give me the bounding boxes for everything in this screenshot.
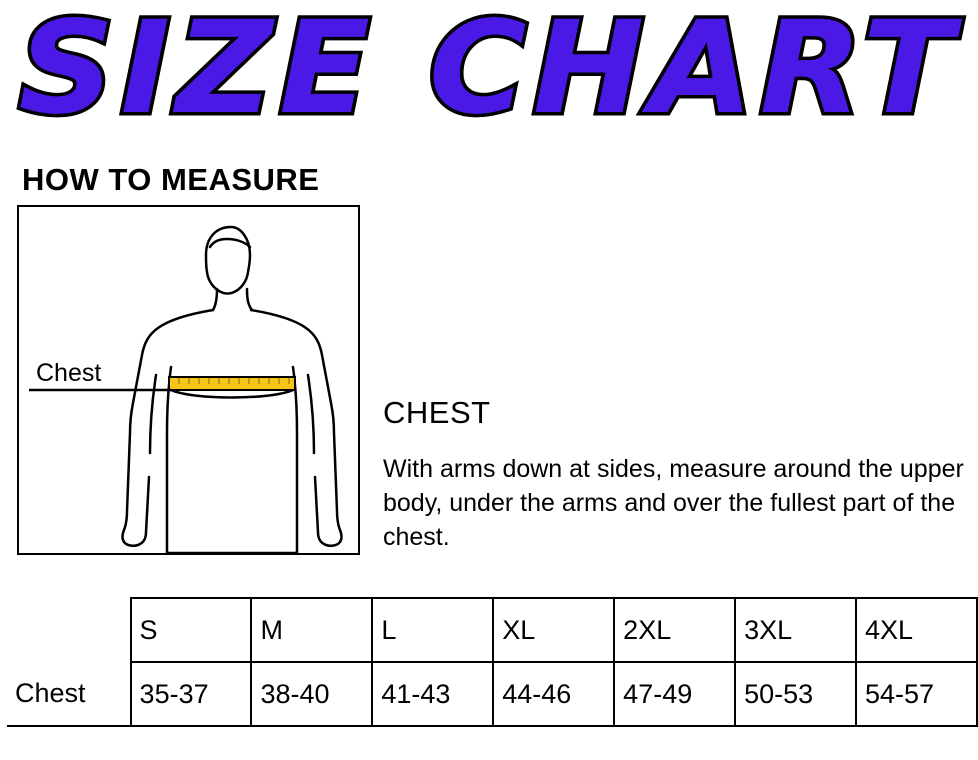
description-heading: CHEST	[383, 395, 491, 430]
table-header-xl: XL	[493, 598, 614, 662]
table-cell-chest-xl: 44-46	[493, 662, 614, 726]
table-cell-chest-3xl: 50-53	[735, 662, 856, 726]
table-header-s: S	[131, 598, 252, 662]
table-cell-chest-l: 41-43	[372, 662, 493, 726]
table-header-m: M	[251, 598, 372, 662]
table-header-l: L	[372, 598, 493, 662]
table-header-4xl: 4XL	[856, 598, 977, 662]
page-title-text: SIZE CHART	[18, 0, 960, 143]
page-title	[0, 0, 978, 150]
how-to-measure-heading: HOW TO MEASURE	[22, 162, 320, 197]
table-cell-chest-s: 35-37	[131, 662, 252, 726]
table-row-label-chest: Chest	[7, 662, 131, 726]
table-header-3xl: 3XL	[735, 598, 856, 662]
table-cell-chest-m: 38-40	[251, 662, 372, 726]
chest-measure-label: Chest	[36, 359, 102, 387]
size-chart-table	[7, 597, 978, 727]
description-body: With arms down at sides, measure around the upper body, under the arms and over the fullest part of the chest.	[383, 455, 964, 551]
table-cell-chest-2xl: 47-49	[614, 662, 735, 726]
tape-measure-icon	[169, 377, 295, 398]
table-header-row	[7, 598, 977, 662]
table-cell-chest-4xl: 54-57	[856, 662, 977, 726]
table-row	[7, 662, 977, 726]
table-corner-cell	[7, 598, 131, 662]
table-header-2xl: 2XL	[614, 598, 735, 662]
